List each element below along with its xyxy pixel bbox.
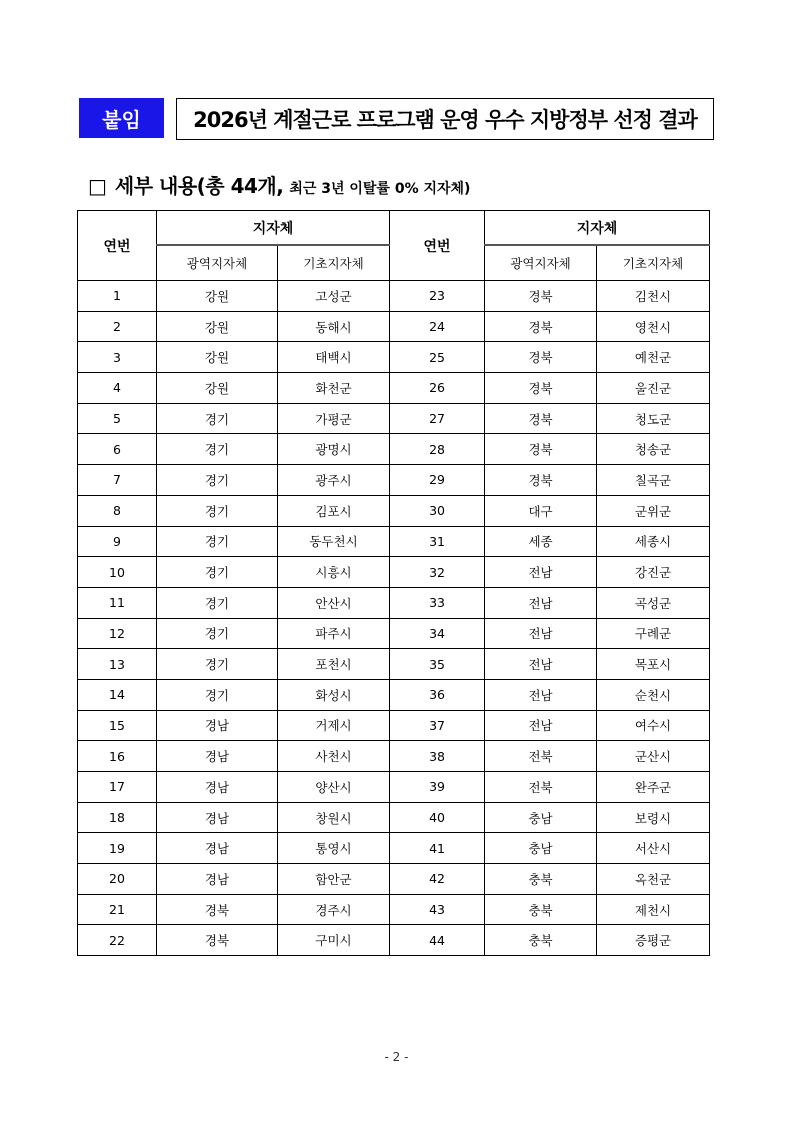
municipality-table: [77, 210, 710, 956]
table-row: [78, 434, 710, 465]
row-no-right: 34: [390, 618, 485, 649]
row-region-right: 충북: [485, 925, 597, 956]
row-city-left: 함안군: [278, 864, 390, 895]
row-region-right: 전북: [485, 741, 597, 772]
row-city-right: 울진군: [597, 373, 710, 404]
row-city-left: 화성시: [278, 679, 390, 710]
row-no-left: 10: [78, 557, 157, 588]
row-no-right: 42: [390, 864, 485, 895]
row-no-right: 44: [390, 925, 485, 956]
table-body: [78, 281, 710, 956]
row-no-left: 7: [78, 465, 157, 496]
row-no-right: 23: [390, 281, 485, 312]
row-city-right: 옥천군: [597, 864, 710, 895]
row-city-left: 동해시: [278, 311, 390, 342]
attachment-badge-label: 붙임: [102, 107, 141, 132]
header-no-left: 연번: [78, 211, 157, 281]
row-no-left: 17: [78, 772, 157, 803]
row-no-right: 29: [390, 465, 485, 496]
row-region-left: 경남: [157, 772, 278, 803]
row-city-left: 포천시: [278, 649, 390, 680]
row-no-right: 25: [390, 342, 485, 373]
row-city-right: 군산시: [597, 741, 710, 772]
section-heading: [88, 170, 470, 200]
row-no-right: 26: [390, 373, 485, 404]
row-region-left: 경북: [157, 925, 278, 956]
section-heading-main: 세부 내용(총 44개,: [114, 174, 284, 198]
row-region-left: 경남: [157, 864, 278, 895]
row-city-left: 파주시: [278, 618, 390, 649]
row-city-right: 완주군: [597, 772, 710, 803]
row-region-left: 경기: [157, 495, 278, 526]
row-city-left: 고성군: [278, 281, 390, 312]
table-row: [78, 741, 710, 772]
row-region-left: 경기: [157, 434, 278, 465]
row-no-left: 21: [78, 894, 157, 925]
table-row: [78, 925, 710, 956]
row-no-left: 12: [78, 618, 157, 649]
row-no-left: 16: [78, 741, 157, 772]
row-no-right: 41: [390, 833, 485, 864]
table-row: [78, 894, 710, 925]
row-city-left: 광주시: [278, 465, 390, 496]
row-no-left: 2: [78, 311, 157, 342]
row-city-right: 군위군: [597, 495, 710, 526]
row-region-left: 경기: [157, 526, 278, 557]
row-region-right: 전남: [485, 710, 597, 741]
row-city-right: 강진군: [597, 557, 710, 588]
row-region-left: 경기: [157, 649, 278, 680]
table-row: [78, 833, 710, 864]
row-region-left: 강원: [157, 342, 278, 373]
table-row: [78, 342, 710, 373]
row-city-right: 영천시: [597, 311, 710, 342]
row-no-right: 27: [390, 403, 485, 434]
row-city-left: 화천군: [278, 373, 390, 404]
document-title: [176, 98, 714, 140]
row-region-right: 전남: [485, 618, 597, 649]
table-row: [78, 679, 710, 710]
row-no-right: 33: [390, 587, 485, 618]
row-region-left: 강원: [157, 281, 278, 312]
row-region-right: 충북: [485, 864, 597, 895]
row-region-right: 경북: [485, 434, 597, 465]
header-region-right: 광역지자체: [485, 245, 597, 281]
row-city-left: 경주시: [278, 894, 390, 925]
row-region-right: 충북: [485, 894, 597, 925]
row-no-left: 15: [78, 710, 157, 741]
row-city-left: 거제시: [278, 710, 390, 741]
row-no-right: 37: [390, 710, 485, 741]
row-region-right: 전남: [485, 557, 597, 588]
row-no-right: 31: [390, 526, 485, 557]
table-row: [78, 373, 710, 404]
row-city-right: 여수시: [597, 710, 710, 741]
row-region-left: 경남: [157, 802, 278, 833]
row-city-left: 창원시: [278, 802, 390, 833]
row-no-left: 6: [78, 434, 157, 465]
row-city-left: 양산시: [278, 772, 390, 803]
row-city-right: 칠곡군: [597, 465, 710, 496]
row-no-left: 4: [78, 373, 157, 404]
checkbox-bullet-icon: □: [88, 174, 107, 198]
header-city-left: 기초지자체: [278, 245, 390, 281]
row-no-left: 3: [78, 342, 157, 373]
row-no-right: 30: [390, 495, 485, 526]
row-city-right: 예천군: [597, 342, 710, 373]
row-city-right: 청송군: [597, 434, 710, 465]
row-region-right: 전남: [485, 679, 597, 710]
row-city-right: 구례군: [597, 618, 710, 649]
section-heading-sub: 최근 3년 이탈률 0% 지자체): [289, 181, 471, 197]
row-region-left: 경남: [157, 833, 278, 864]
row-no-right: 28: [390, 434, 485, 465]
row-region-right: 전남: [485, 587, 597, 618]
header-city-right: 기초지자체: [597, 245, 710, 281]
row-city-left: 광명시: [278, 434, 390, 465]
row-no-left: 11: [78, 587, 157, 618]
row-region-left: 강원: [157, 373, 278, 404]
row-region-right: 충남: [485, 802, 597, 833]
row-region-left: 경기: [157, 403, 278, 434]
row-region-right: 경북: [485, 403, 597, 434]
row-region-left: 경북: [157, 894, 278, 925]
table-row: [78, 465, 710, 496]
row-city-left: 시흥시: [278, 557, 390, 588]
row-no-right: 39: [390, 772, 485, 803]
table-row: [78, 311, 710, 342]
row-no-left: 14: [78, 679, 157, 710]
row-region-right: 충남: [485, 833, 597, 864]
attachment-badge: [79, 98, 164, 138]
row-no-right: 36: [390, 679, 485, 710]
row-no-right: 40: [390, 802, 485, 833]
row-region-left: 경기: [157, 557, 278, 588]
row-region-left: 경남: [157, 741, 278, 772]
row-city-right: 세종시: [597, 526, 710, 557]
page-number: - 2 -: [384, 1050, 409, 1064]
row-region-right: 세종: [485, 526, 597, 557]
row-region-right: 경북: [485, 373, 597, 404]
row-no-left: 9: [78, 526, 157, 557]
row-no-left: 8: [78, 495, 157, 526]
row-region-left: 경기: [157, 679, 278, 710]
table-row: [78, 772, 710, 803]
row-no-left: 19: [78, 833, 157, 864]
row-no-right: 32: [390, 557, 485, 588]
table-row: [78, 864, 710, 895]
row-city-left: 구미시: [278, 925, 390, 956]
row-city-left: 사천시: [278, 741, 390, 772]
row-region-left: 경기: [157, 465, 278, 496]
document-title-text: 2026년 계절근로 프로그램 운영 우수 지방정부 선정 결과: [193, 108, 697, 132]
row-region-right: 경북: [485, 281, 597, 312]
row-region-right: 전북: [485, 772, 597, 803]
row-region-left: 경남: [157, 710, 278, 741]
row-region-right: 경북: [485, 311, 597, 342]
row-no-right: 24: [390, 311, 485, 342]
row-no-right: 43: [390, 894, 485, 925]
row-city-left: 태백시: [278, 342, 390, 373]
row-no-left: 13: [78, 649, 157, 680]
row-region-right: 경북: [485, 342, 597, 373]
row-region-right: 대구: [485, 495, 597, 526]
row-city-right: 순천시: [597, 679, 710, 710]
header-region-left: 광역지자체: [157, 245, 278, 281]
row-region-left: 경기: [157, 587, 278, 618]
row-region-left: 경기: [157, 618, 278, 649]
row-no-left: 20: [78, 864, 157, 895]
row-city-left: 통영시: [278, 833, 390, 864]
row-city-left: 가평군: [278, 403, 390, 434]
row-city-right: 서산시: [597, 833, 710, 864]
table-row: [78, 587, 710, 618]
row-region-right: 전남: [485, 649, 597, 680]
row-city-right: 곡성군: [597, 587, 710, 618]
row-city-left: 김포시: [278, 495, 390, 526]
row-city-right: 제천시: [597, 894, 710, 925]
table-row: [78, 495, 710, 526]
header-group-right: 지자체: [485, 211, 710, 246]
row-no-left: 5: [78, 403, 157, 434]
header-group-left: 지자체: [157, 211, 390, 246]
row-no-right: 35: [390, 649, 485, 680]
row-no-left: 22: [78, 925, 157, 956]
row-city-right: 청도군: [597, 403, 710, 434]
header-no-right: 연번: [390, 211, 485, 281]
table-row: [78, 403, 710, 434]
table-row: [78, 802, 710, 833]
table-row: [78, 710, 710, 741]
table-row: [78, 649, 710, 680]
table-row: [78, 526, 710, 557]
row-no-left: 18: [78, 802, 157, 833]
row-city-left: 안산시: [278, 587, 390, 618]
row-no-right: 38: [390, 741, 485, 772]
row-city-right: 김천시: [597, 281, 710, 312]
row-region-left: 강원: [157, 311, 278, 342]
row-city-left: 동두천시: [278, 526, 390, 557]
row-city-right: 보령시: [597, 802, 710, 833]
table-row: [78, 557, 710, 588]
table-row: [78, 281, 710, 312]
row-city-right: 증평군: [597, 925, 710, 956]
row-no-left: 1: [78, 281, 157, 312]
row-city-right: 목포시: [597, 649, 710, 680]
row-region-right: 경북: [485, 465, 597, 496]
table-row: [78, 618, 710, 649]
